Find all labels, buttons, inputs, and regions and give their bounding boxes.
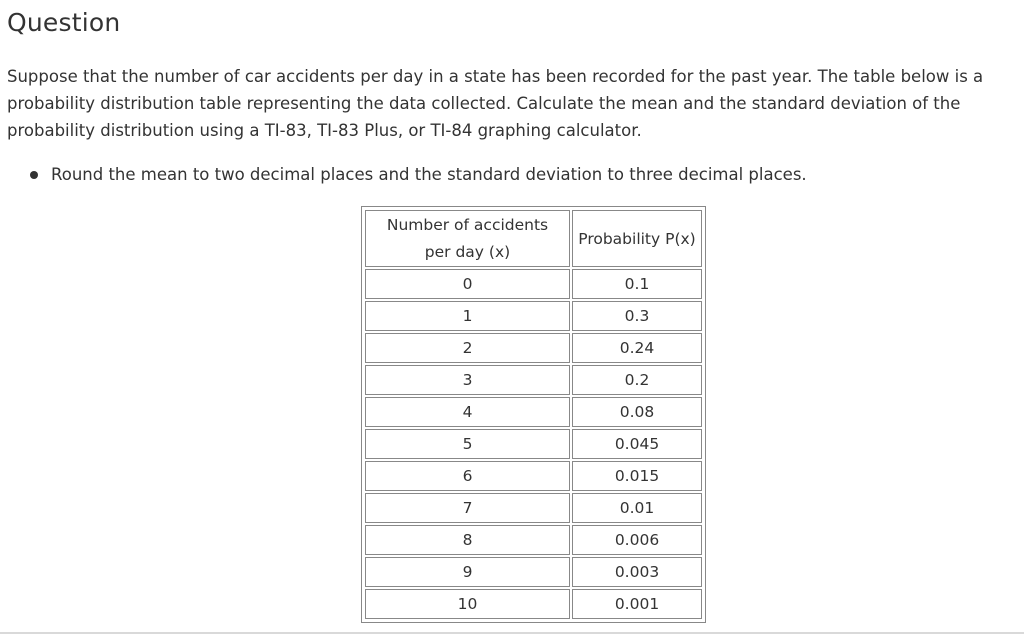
table-row	[365, 333, 702, 363]
header-probability: Probability P(x)	[572, 210, 702, 267]
cell-x: 1	[365, 301, 570, 331]
cell-x: 2	[365, 333, 570, 363]
table-row	[365, 525, 702, 555]
table-row	[365, 461, 702, 491]
cell-p: 0.08	[572, 397, 702, 427]
table-header-row	[365, 210, 702, 267]
cell-x: 6	[365, 461, 570, 491]
question-heading: Question	[7, 8, 121, 37]
instruction-list	[28, 161, 807, 188]
table-row	[365, 589, 702, 619]
instruction-item	[28, 161, 807, 188]
bottom-divider	[0, 632, 1024, 634]
cell-p: 0.1	[572, 269, 702, 299]
header-accidents-line2: per day (x)	[424, 242, 511, 261]
cell-x: 4	[365, 397, 570, 427]
cell-x: 9	[365, 557, 570, 587]
question-text: Suppose that the number of car accidents per day in a state has been recorded for the past year. The table below is a probability distribution table representing the data collected. Calculate the mean and the standard deviation of the probability distribution using a TI-83, TI-83 Plus, or TI-84 graphing calculator.	[7, 67, 984, 140]
table-row	[365, 301, 702, 331]
cell-x: 3	[365, 365, 570, 395]
cell-x: 8	[365, 525, 570, 555]
header-accidents-line1: Number of accidents	[386, 215, 549, 234]
cell-x: 0	[365, 269, 570, 299]
table-row	[365, 429, 702, 459]
cell-x: 7	[365, 493, 570, 523]
cell-p: 0.006	[572, 525, 702, 555]
cell-p: 0.003	[572, 557, 702, 587]
table-row	[365, 269, 702, 299]
table-row	[365, 397, 702, 427]
probability-distribution-table	[363, 208, 704, 621]
cell-x: 5	[365, 429, 570, 459]
table-row	[365, 365, 702, 395]
table-row	[365, 557, 702, 587]
cell-p: 0.045	[572, 429, 702, 459]
cell-p: 0.2	[572, 365, 702, 395]
cell-x: 10	[365, 589, 570, 619]
cell-p: 0.24	[572, 333, 702, 363]
header-accidents-per-day	[365, 210, 570, 267]
table-row	[365, 493, 702, 523]
cell-p: 0.001	[572, 589, 702, 619]
cell-p: 0.015	[572, 461, 702, 491]
instruction-text: Round the mean to two decimal places and the standard deviation to three decimal places.	[51, 165, 807, 184]
bullet-dot-icon	[30, 171, 38, 179]
distribution-table-frame	[361, 206, 706, 623]
cell-p: 0.01	[572, 493, 702, 523]
cell-p: 0.3	[572, 301, 702, 331]
